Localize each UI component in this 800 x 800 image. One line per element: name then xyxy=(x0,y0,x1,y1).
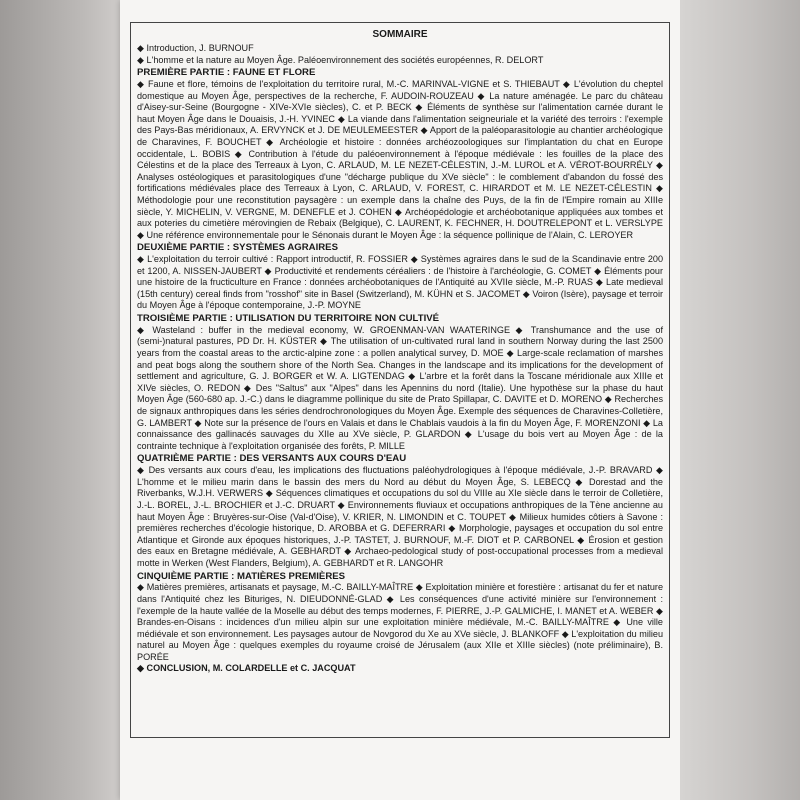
section-heading: CINQUIÈME PARTIE : MATIÈRES PREMIÈRES xyxy=(137,570,346,582)
intro-line: ◆ L'homme et la nature au Moyen Âge. Paléoenvironnement des sociétés européennes, R. DELORT xyxy=(137,54,544,65)
page-title: SOMMAIRE xyxy=(372,29,428,40)
section-part-4 xyxy=(137,453,663,569)
conclusion-line: ◆ CONCLUSION, M. COLARDELLE et C. JACQUAT xyxy=(137,663,356,674)
section-heading: DEUXIÈME PARTIE : SYSTÈMES AGRAIRES xyxy=(137,242,338,254)
section-body: ◆ Wasteland : buffer in the medieval economy, W. GROENMAN-VAN WAATERINGE ◆ Transhumance and the use of (semi-)natural pastures, PD Dr. H. KÜSTER ◆ The utilisation of un-cultivated rural land in southern Norway during the last 2500 years from the coastal areas to the arctic-alpine zone : a pollen analytical survey, D. MOE ◆ Large-scale reclamation of marshes and peat bogs along the southern shore of the North Sea. Changes in the landscape and its implications for the development of settlement and agriculture, G. J. BORGER et W. A. LIGTENDAG ◆ L'arbre et la forêt dans la Toscane méridionale aux XIIIe et XIVe siècles, O. REDON ◆ Des "Saltus" aux "Alpes" dans les Apennins du nord (Italie). Une hypothèse sur la phase du haut Moyen Âge (560-680 ap. J.-C.) dans le diagramme pollinique du site de Prato Spillapar, C. DAVITE et D. MORENO ◆ Recherches de signaux anthropiques dans les séries dendrochronologiques du Moyen Âge. Exemple des séquences de Charavines-Colletière, G. LAMBERT ◆ Note sur la présence de l'ours en Valais et dans le Chablais vaudois à la fin du Moyen Âge, F. MORENZONI ◆ La connaissance des gallinacés sauvages du XIIe au XVe siècle, P. GLARDON ◆ L'usage du bois vert au Moyen Âge : de la contrainte technique à l'exploitation organisée des forêts, P. MILLE xyxy=(137,324,663,451)
section-part-1 xyxy=(137,67,663,241)
section-part-5 xyxy=(137,571,663,664)
section-heading: TROISIÈME PARTIE : UTILISATION DU TERRITOIRE NON CULTIVÉ xyxy=(137,313,440,325)
contents-frame xyxy=(130,22,670,738)
section-part-3 xyxy=(137,313,663,452)
background-right xyxy=(680,0,800,800)
section-body: ◆ Matières premières, artisanats et paysage, M.-C. BAILLY-MAÎTRE ◆ Exploitation minière et forestière : artisanat du fer et nature dans l'Antiquité chez les Bituriges, N. DIEUDONNÉ-GLAD ◆ Les conséquences d'une activité minière sur l'environnement : l'exemple de la haute vallée de la Moselle au début des temps modernes, F. PIERRE, J.-P. GALMICHE, I. MANET et A. WEBER ◆ Brandes-en-Oisans : incidences d'un milieu alpin sur une exploitation minière médiévale, M.-C. BAILLY-MAÎTRE ◆ Une ville médiévale et son environnement. Les paysages autour de Novgorod du Xe au XVe siècle, J. BLANKOFF ◆ L'exploitation du milieu naturel au Moyen Âge : quelques exemples du royaume croisé de Jérusalem (aux XIIe et XIIIe siècles) (note préliminaire), B. PORÉE xyxy=(137,582,663,662)
section-heading: PREMIÈRE PARTIE : FAUNE ET FLORE xyxy=(137,67,316,79)
section-body: ◆ Faune et flore, témoins de l'exploitation du territoire rural, M.-C. MARINVAL-VIGNE et S. THIEBAUT ◆ L'évolution du cheptel domestique au Moyen Âge, perspectives de la recherche, F. AUDOIN-ROUZEAU ◆ La nature aménagée. Le parc du château d'Aisey-sur-Seine (Bourgogne - XIVe-XVIe siècles), C. et P. BECK ◆ Éléments de synthèse sur l'alimentation carnée durant le haut Moyen Âge dans le Douaisis, J.-H. YVINEC ◆ La viande dans l'alimentation seigneuriale et la variété des terroirs : l'exemple des Pays-Bas méridionaux, A. ERVYNCK et J. DE MEULEMEESTER ◆ Apport de la paléoparasitologie au chantier archéologique de Charavines, F. BOUCHET ◆ Archéologie et histoire : données archéozoologiques sur l'implantation du chat en Europe occidentale, L. BOBIS ◆ Contribution à l'étude du paléoenvironnement à l'époque médiévale : les fouilles de la place des Célestins et de la place des Terreaux à Lyon, C. ARLAUD, M. LE NEZET-CÉLESTIN, J.-M. LUROL et A. VÉROT-BOURRÉLY ◆ Analyses ostéologiques et parasitologiques d'une "décharge publique du XVe siècle" : le comblement d'abandon du fossé des fortifications médiévales place des Terreaux à Lyon, C. ARLAUD, V. FOREST, C. HIRARDOT et M. LE NEZET-CÉLESTIN ◆ Méthodologie pour une reconstitution paysagère : un exemple dans la chaîne des Puys, de la fin de l'Empire romain au XIIIe siècle, Y. MICHELIN, V. VERGNE, M. DENEFLE et J. COHEN ◆ Archéopédologie et archéobotanique appliquées aux tombes et aux poteries du cimetière mérovingien de Rebaix (Belgique), C. LAURENT, K. FECHNER, H. DOUTRELEPONT et L. VERSLYPE ◆ Une référence environnementale pour le Sénonais durant le Moyen Âge : la séquence pollinique de l'Alain, C. LEROYER xyxy=(137,78,663,240)
section-body: ◆ L'exploitation du terroir cultivé : Rapport introductif, R. FOSSIER ◆ Systèmes agraires dans le sud de la Scandinavie entre 200 et 1200, A. NISSEN-JAUBERT ◆ Productivité et rendements céréaliers : de l'histoire à l'archéologie, G. COMET ◆ Éléments pour une histoire de la fructiculture en France : données archéobotaniques de l'Antiquité au XVIIe siècle, M.-P. RUAS ◆ Late medieval (15th century) cereal finds from "rosshof" site in Basel (Switzerland), M. KÜHN et S. JACOMET ◆ Voiron (Isère), paysage et terroir du Moyen Âge à l'époque contemporaine, J.-P. MOYNE xyxy=(137,254,663,311)
section-heading: QUATRIÈME PARTIE : DES VERSANTS AUX COURS D'EAU xyxy=(137,453,407,465)
section-part-2 xyxy=(137,242,663,312)
intro-line: ◆ Introduction, J. BURNOUF xyxy=(137,43,254,53)
section-body: ◆ Des versants aux cours d'eau, les implications des fluctuations paléohydrologiques à l'époque médiévale, J.-P. BRAVARD ◆ L'homme et le milieu marin dans le bassin des mers du Nord au début du Moyen Âge, S. LEBECQ ◆ Dorestad and the Riverbanks, W.J.H. VERWERS ◆ Séquences climatiques et occupations du sol du VIIIe au XIe siècle dans le terroir de Colletière, J.-L. BOREL, J.-L. BROCHIER et J.-C. DRUART ◆ Environnements fluviaux et occupations anthropiques de la Tène ancienne au haut Moyen Âge : Bruyères-sur-Oise (Val-d'Oise), V. KRIER, N. LIMONDIN et C. TOUPET ◆ Milieux humides côtiers à Savone : premières recherches d'écologie historique, D. AROBBA et G. DEFERRARI ◆ Morphologie, paysages et occupation du sol entre Atlantique et Gironde aux époques historiques, J.-P. TASTET, J. BURNOUF, M.-F. DIOT et P. CARBONEL ◆ Érosion et gestion des eaux en Bretagne médiévale, A. GEBHARDT ◆ Archaeo-pedological study of post-occupational processes from a medieval motte in Werken (West Flanders, Belgium), A. GEBHARDT et R. LANGOHR xyxy=(137,465,663,568)
background-left xyxy=(0,0,120,800)
